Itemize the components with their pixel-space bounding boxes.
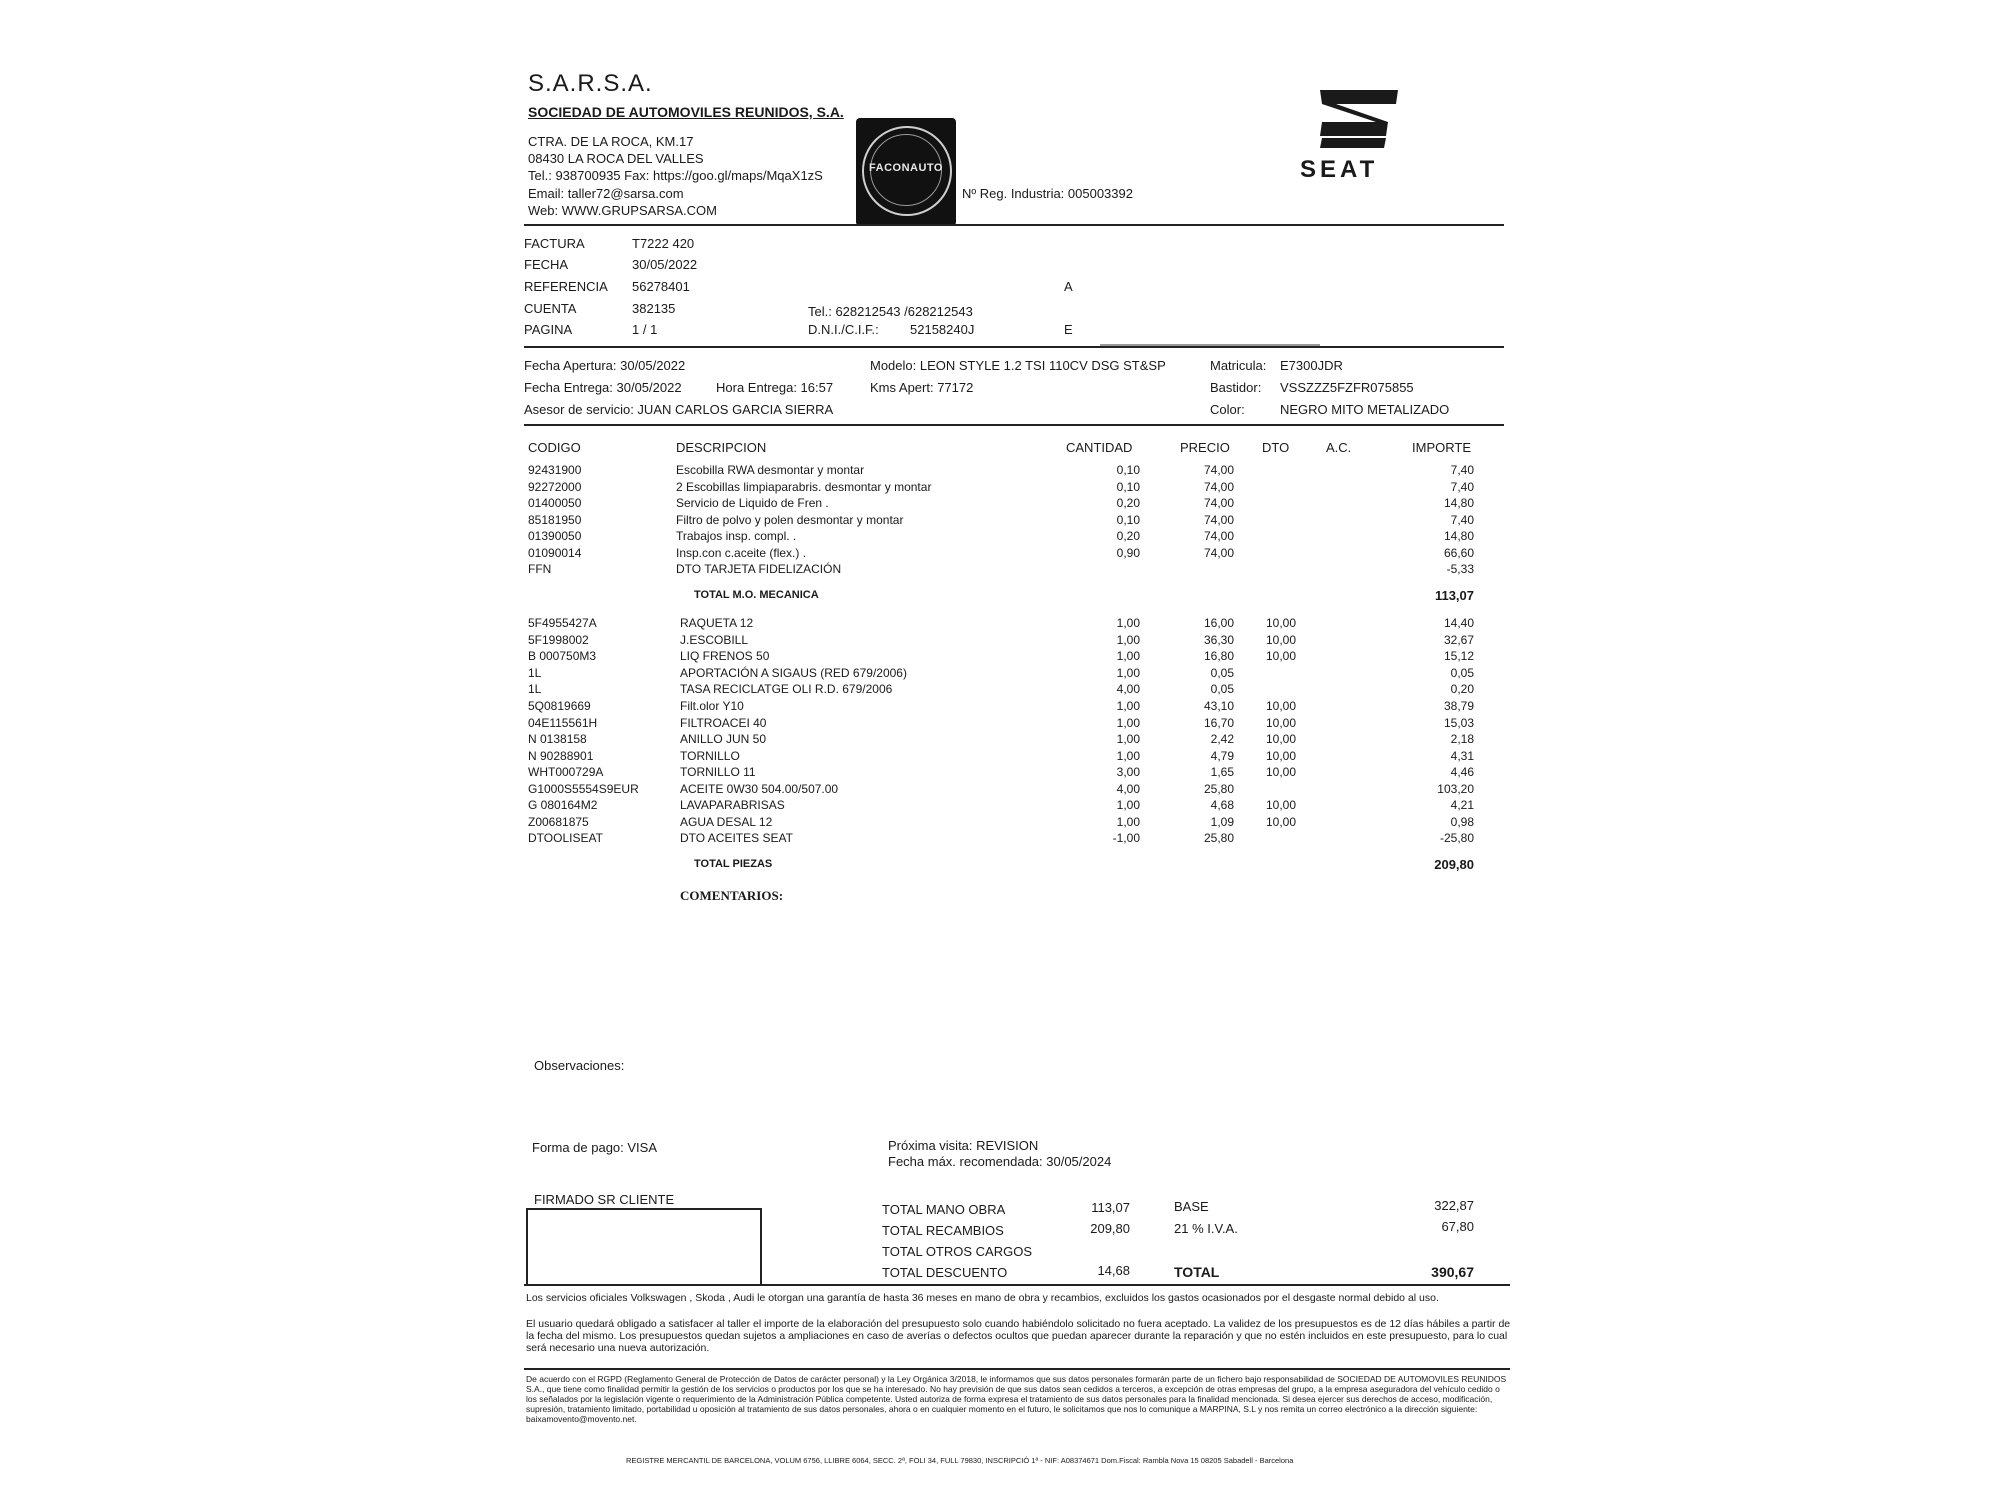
asesor-servicio: Asesor de servicio: JUAN CARLOS GARCIA SIERRA — [524, 402, 834, 417]
proxima-visita: Próxima visita: REVISION — [888, 1138, 1039, 1153]
row-codigo: 5F1998002 — [528, 633, 589, 647]
row-desc: DTO TARJETA FIDELIZACIÓN — [676, 562, 842, 576]
row-importe: 38,79 — [1443, 699, 1474, 713]
iva-label: 21 % I.V.A. — [1174, 1221, 1238, 1236]
row-codigo: 01400050 — [528, 496, 582, 510]
matricula-label: Matricula: — [1210, 358, 1267, 373]
seat-logo-text: SEAT — [1300, 156, 1379, 183]
customer-a: A — [1064, 279, 1073, 294]
kms-apertura: Kms Apert: 77172 — [870, 380, 974, 395]
row-importe: 32,67 — [1443, 633, 1474, 647]
row-precio: 74,00 — [1203, 496, 1234, 510]
total-recambios-label: TOTAL RECAMBIOS — [882, 1223, 1004, 1238]
header-descripcion: DESCRIPCION — [676, 440, 767, 455]
meta-value-cuenta: 382135 — [632, 301, 676, 316]
meta-value-pagina: 1 / 1 — [632, 322, 658, 337]
header-codigo: CODIGO — [528, 440, 581, 455]
row-desc: LIQ FRENOS 50 — [680, 649, 770, 663]
company-full-name: SOCIEDAD DE AUTOMOVILES REUNIDOS, S.A. — [528, 104, 844, 120]
row-codigo: 1L — [528, 666, 542, 680]
total-descuento-label: TOTAL DESCUENTO — [882, 1265, 1008, 1280]
row-codigo: 01090014 — [528, 546, 582, 560]
row-importe: 15,12 — [1443, 649, 1474, 663]
row-desc: FILTROACEI 40 — [680, 716, 767, 730]
budget-conditions-text: El usuario quedará obligado a satisfacer al taller el importe de la elaboración del presupuesto solo cuando habiéndolo solicitado no fuera aceptado. La validez de los presupuestos es de 12 días hábiles a partir de la fecha del mismo. Los presupuestos quedan sujetos a ampliaciones en caso de averías o defectos ocultos que puedan aparecer durante la reparación y que no estén incluidos en este presupuesto, para lo cual será necesario una nueva autorización. — [526, 1318, 1511, 1354]
row-codigo: Z00681875 — [528, 815, 589, 829]
header-dto: DTO — [1262, 440, 1290, 455]
row-importe: 2,18 — [1450, 732, 1474, 746]
firmado-label: FIRMADO SR CLIENTE — [534, 1192, 675, 1207]
row-codigo: 92272000 — [528, 480, 582, 494]
reg-industria: Nº Reg. Industria: 005003392 — [962, 186, 1133, 201]
row-precio: 0,05 — [1210, 682, 1234, 696]
bastidor-label: Bastidor: — [1210, 380, 1262, 395]
row-importe: 4,21 — [1450, 798, 1474, 812]
row-importe: -25,80 — [1439, 831, 1474, 845]
row-precio: 25,80 — [1203, 782, 1234, 796]
total-mo-label: TOTAL M.O. MECANICA — [694, 589, 819, 601]
total-mo-value: 113,07 — [1434, 588, 1474, 603]
forma-de-pago: Forma de pago: VISA — [532, 1140, 658, 1155]
row-precio: 74,00 — [1203, 463, 1234, 477]
row-cant: 1,00 — [1116, 749, 1140, 763]
row-cant: 0,10 — [1116, 513, 1140, 527]
total-piezas-label: TOTAL PIEZAS — [694, 858, 773, 870]
row-desc: APORTACIÓN A SIGAUS (RED 679/2006) — [680, 666, 907, 680]
row-precio: 0,05 — [1210, 666, 1234, 680]
base-label: BASE — [1174, 1199, 1209, 1214]
total-mano-obra-label: TOTAL MANO OBRA — [882, 1202, 1006, 1217]
observaciones-label: Observaciones: — [534, 1058, 625, 1073]
row-cant: 4,00 — [1116, 782, 1140, 796]
row-cant: 0,10 — [1116, 480, 1140, 494]
fecha-entrega: Fecha Entrega: 30/05/2022 — [524, 380, 682, 395]
row-precio: 1,09 — [1210, 815, 1234, 829]
row-cant: 0,20 — [1116, 496, 1140, 510]
row-cant: 1,00 — [1116, 798, 1140, 812]
row-desc: J.ESCOBILL — [680, 633, 749, 647]
meta-value-factura: T7222 420 — [632, 236, 695, 251]
customer-e: E — [1064, 322, 1073, 337]
row-dto: 10,00 — [1265, 749, 1296, 763]
header-importe: IMPORTE — [1412, 440, 1471, 455]
row-desc: TASA RECICLATGE OLI R.D. 679/2006 — [680, 682, 893, 696]
row-codigo: 1L — [528, 682, 542, 696]
row-importe: 14,80 — [1443, 496, 1474, 510]
header-ac: A.C. — [1326, 440, 1352, 455]
row-codigo: 92431900 — [528, 463, 582, 477]
row-cant: 1,00 — [1116, 699, 1140, 713]
total-descuento-value: 14,68 — [1097, 1263, 1130, 1278]
row-importe: 15,03 — [1443, 716, 1474, 730]
row-cant: 0,20 — [1116, 529, 1140, 543]
company-address-1: CTRA. DE LA ROCA, KM.17 — [528, 134, 694, 149]
row-codigo: G1000S5554S9EUR — [528, 782, 639, 796]
meta-label-fecha: FECHA — [524, 257, 569, 272]
row-importe: 4,31 — [1450, 749, 1474, 763]
row-importe: 0,98 — [1450, 815, 1474, 829]
row-dto: 10,00 — [1265, 699, 1296, 713]
row-desc: Servicio de Liquido de Fren . — [676, 496, 829, 510]
row-desc: 2 Escobillas limpiaparabris. desmontar y montar — [676, 480, 932, 494]
row-cant: 1,00 — [1116, 815, 1140, 829]
row-importe: 103,20 — [1437, 782, 1474, 796]
matricula-value: E7300JDR — [1280, 358, 1343, 373]
row-precio: 4,79 — [1210, 749, 1234, 763]
row-cant: -1,00 — [1112, 831, 1140, 845]
divider-3 — [524, 424, 1504, 426]
row-cant: 1,00 — [1116, 666, 1140, 680]
company-email: Email: taller72@sarsa.com — [528, 186, 684, 201]
row-cant: 1,00 — [1116, 616, 1140, 630]
warranty-text: Los servicios oficiales Volkswagen , Skoda , Audi le otorgan una garantía de hasta 36 meses en mano de obra y recambios, excluidos los gastos ocasionados por el desgaste normal debido al uso. — [526, 1292, 1439, 1304]
row-importe: 0,20 — [1450, 682, 1474, 696]
row-precio: 36,30 — [1203, 633, 1234, 647]
row-desc: TORNILLO — [680, 749, 740, 763]
customer-tel: Tel.: 628212543 /628212543 — [808, 304, 973, 319]
divider-2 — [524, 346, 1504, 348]
company-phone: Tel.: 938700935 Fax: https://goo.gl/maps/MqaX1zS — [528, 168, 823, 183]
total-piezas-value: 209,80 — [1434, 857, 1474, 872]
row-codigo: 04E115561H — [528, 716, 598, 730]
row-codigo: 01390050 — [528, 529, 582, 543]
color-value: NEGRO MITO METALIZADO — [1280, 402, 1450, 417]
row-dto: 10,00 — [1265, 633, 1296, 647]
row-importe: 66,60 — [1443, 546, 1474, 560]
seat-logo-icon — [1316, 88, 1402, 150]
header-cantidad: CANTIDAD — [1066, 440, 1133, 455]
row-desc: ACEITE 0W30 504.00/507.00 — [680, 782, 839, 796]
iva-value: 67,80 — [1441, 1219, 1474, 1234]
signature-box — [526, 1208, 762, 1286]
row-cant: 4,00 — [1116, 682, 1140, 696]
row-precio: 2,42 — [1210, 732, 1234, 746]
company-short-name: S.A.R.S.A. — [528, 70, 653, 97]
comentarios-label: COMENTARIOS: — [680, 888, 784, 903]
row-desc: LAVAPARABRISAS — [680, 798, 785, 812]
meta-label-factura: FACTURA — [524, 236, 585, 251]
row-precio: 25,80 — [1203, 831, 1234, 845]
row-precio: 4,68 — [1210, 798, 1234, 812]
row-cant: 3,00 — [1116, 765, 1140, 779]
bastidor-value: VSSZZZ5FZFR075855 — [1280, 380, 1414, 395]
fecha-apertura: Fecha Apertura: 30/05/2022 — [524, 358, 686, 373]
row-precio: 16,80 — [1203, 649, 1234, 663]
row-desc: Filtro de polvo y polen desmontar y montar — [676, 513, 904, 527]
row-cant: 0,90 — [1116, 546, 1140, 560]
divider-1 — [524, 224, 1504, 226]
meta-value-fecha: 30/05/2022 — [632, 257, 698, 272]
stamp-text: FACONAUTO — [869, 162, 943, 174]
row-importe: 14,40 — [1443, 616, 1474, 630]
row-importe: 7,40 — [1450, 480, 1474, 494]
row-precio: 43,10 — [1203, 699, 1234, 713]
row-codigo: G 080164M2 — [528, 798, 598, 812]
meta-label-referencia: REFERENCIA — [524, 279, 608, 294]
row-desc: ANILLO JUN 50 — [680, 732, 767, 746]
total-value: 390,67 — [1431, 1264, 1474, 1280]
header-precio: PRECIO — [1180, 440, 1230, 455]
row-importe: 7,40 — [1450, 513, 1474, 527]
row-precio: 74,00 — [1203, 513, 1234, 527]
row-desc: RAQUETA 12 — [680, 616, 754, 630]
modelo: Modelo: LEON STYLE 1.2 TSI 110CV DSG ST&SP — [870, 358, 1166, 373]
row-dto: 10,00 — [1265, 815, 1296, 829]
row-codigo: WHT000729A — [528, 765, 604, 779]
row-dto: 10,00 — [1265, 649, 1296, 663]
row-codigo: B 000750M3 — [528, 649, 597, 663]
fecha-max-recomendada: Fecha máx. recomendada: 30/05/2024 — [888, 1154, 1112, 1169]
total-otros-cargos-label: TOTAL OTROS CARGOS — [882, 1244, 1033, 1259]
row-desc: Escobilla RWA desmontar y montar — [676, 463, 865, 477]
row-desc: Filt.olor Y10 — [680, 699, 744, 713]
row-importe: 7,40 — [1450, 463, 1474, 477]
row-codigo: N 90288901 — [528, 749, 594, 763]
hora-entrega: Hora Entrega: 16:57 — [716, 380, 834, 395]
meta-label-cuenta: CUENTA — [524, 301, 577, 316]
row-desc: AGUA DESAL 12 — [680, 815, 773, 829]
total-mano-obra-value: 113,07 — [1091, 1200, 1130, 1215]
dni-label: D.N.I./C.I.F.: — [808, 322, 879, 337]
dni-value: 52158240J — [910, 322, 975, 337]
row-dto: 10,00 — [1265, 765, 1296, 779]
total-label: TOTAL — [1174, 1264, 1220, 1280]
base-value: 322,87 — [1434, 1198, 1474, 1213]
row-precio: 74,00 — [1203, 529, 1234, 543]
row-codigo: FFN — [528, 562, 552, 576]
row-dto: 10,00 — [1265, 616, 1296, 630]
row-cant: 1,00 — [1116, 732, 1140, 746]
row-desc: Trabajos insp. compl. . — [676, 529, 797, 543]
row-precio: 16,70 — [1203, 716, 1234, 730]
row-importe: 4,46 — [1450, 765, 1474, 779]
divider-5 — [524, 1368, 1510, 1370]
row-importe: -5,33 — [1446, 562, 1474, 576]
registro-mercantil: REGISTRE MERCANTIL DE BARCELONA, VOLUM 6756, LLIBRE 6064, SECC. 2ª, FOLI 34, FULL 79830, INSCRIPCIÓ 1ª - NIF: A08374671 Dom.Fiscal: Rambla Nova 15 08205 Sabadell - Barcelona — [626, 1456, 1294, 1465]
color-label: Color: — [1210, 402, 1245, 417]
privacy-text: De acuerdo con el RGPD (Reglamento General de Protección de Datos de carácter personal) y la Ley Orgánica 3/2018, le informamos que sus datos personales formarán parte de un fichero bajo responsabilidad de SOCIEDAD DE AUTOMOVILES REUNIDOS S.A., que tiene como finalidad permitir la gestión de los servicios o productos por los que se ha interesado. No hay previsión de que sus datos sean cedidos a terceros, a excepción de otras empresas del grupo, a la empresa aseguradora del vehículo cedido o los señalados por la legislación vigente o requerimiento de la Administración Pública competente. Usted autoriza de forma expresa el tratamiento de sus datos personales para la finalidad mencionada. Si desea ejercer sus derechos de acceso, modificación, supresión, tratamiento limitado, portabilidad u oposición al tratamiento de sus datos personales, ahora o en cualquier momento en el futuro, le solicitamos que nos lo comunique a MARPINA, S.L y nos remita un correo electrónico a la dirección siguiente: baixamovento@movento.net. — [526, 1374, 1507, 1424]
row-codigo: N 0138158 — [528, 732, 587, 746]
row-precio: 74,00 — [1203, 546, 1234, 560]
row-importe: 14,80 — [1443, 529, 1474, 543]
row-cant: 1,00 — [1116, 716, 1140, 730]
row-cant: 1,00 — [1116, 633, 1140, 647]
company-web: Web: WWW.GRUPSARSA.COM — [528, 203, 717, 218]
row-codigo: 5Q0819669 — [528, 699, 591, 713]
row-codigo: 5F4955427A — [528, 616, 597, 630]
row-codigo: DTOOLISEAT — [528, 831, 603, 845]
company-address-2: 08430 LA ROCA DEL VALLES — [528, 151, 704, 166]
row-precio: 16,00 — [1203, 616, 1234, 630]
row-desc: TORNILLO 11 — [680, 765, 756, 779]
total-recambios-value: 209,80 — [1090, 1221, 1130, 1236]
row-desc: Insp.con c.aceite (flex.) . — [676, 546, 807, 560]
meta-label-pagina: PAGINA — [524, 322, 573, 337]
row-dto: 10,00 — [1265, 732, 1296, 746]
row-dto: 10,00 — [1265, 798, 1296, 812]
row-codigo: 85181950 — [528, 513, 582, 527]
row-cant: 0,10 — [1116, 463, 1140, 477]
meta-value-referencia: 56278401 — [632, 279, 690, 294]
row-dto: 10,00 — [1265, 716, 1296, 730]
row-cant: 1,00 — [1116, 649, 1140, 663]
row-precio: 1,65 — [1210, 765, 1234, 779]
row-precio: 74,00 — [1203, 480, 1234, 494]
row-importe: 0,05 — [1450, 666, 1474, 680]
row-desc: DTO ACEITES SEAT — [680, 831, 793, 845]
divider-4 — [524, 1284, 1510, 1286]
faconauto-stamp — [856, 118, 956, 226]
